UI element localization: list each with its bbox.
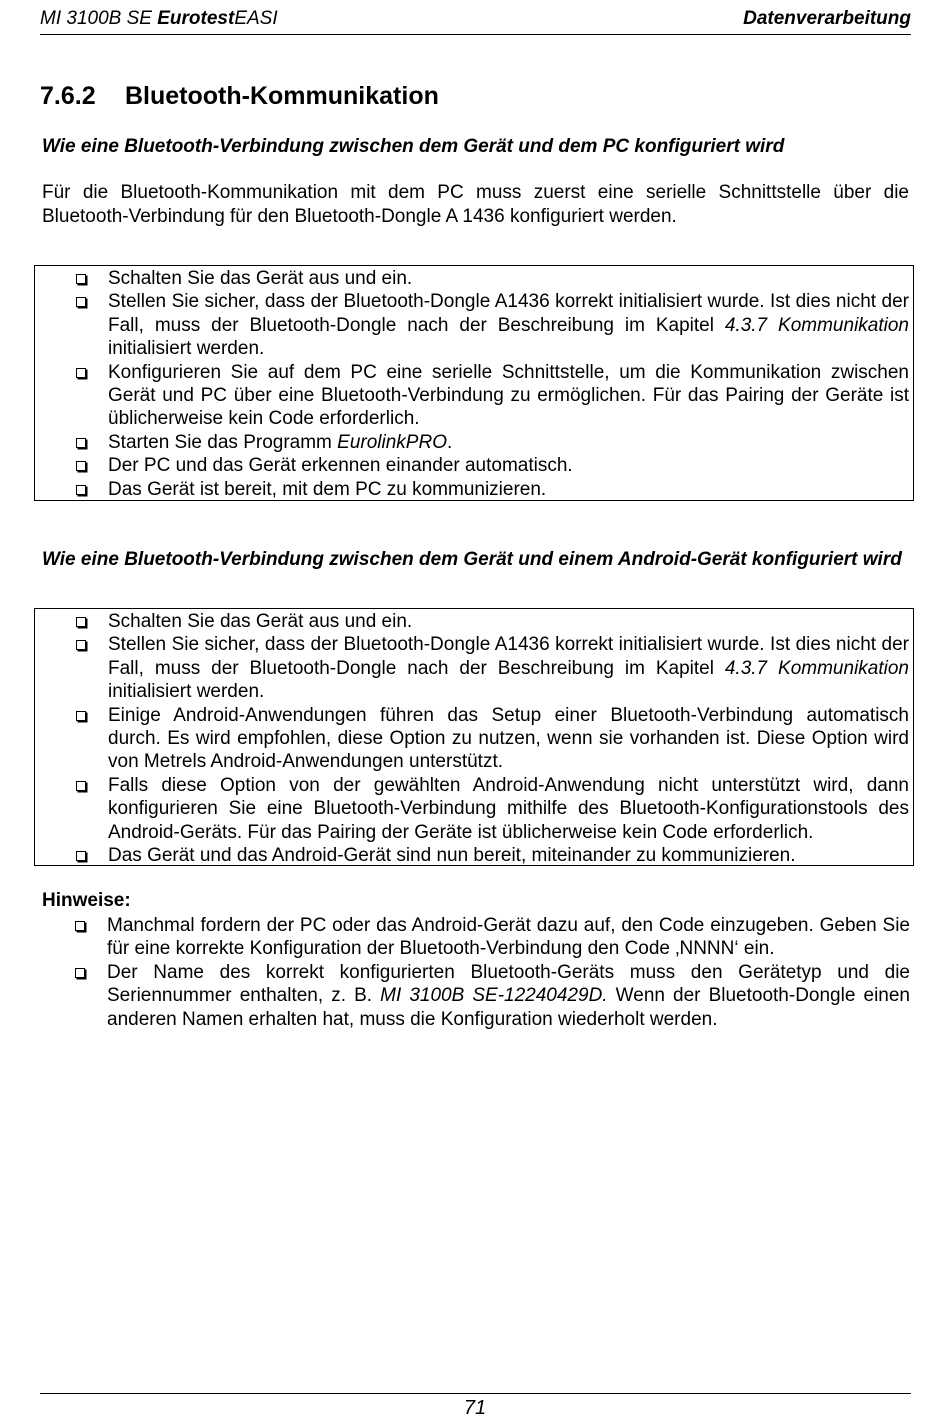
pc-config-intro: Für die Bluetooth-Kommunikation mit dem PC muss zuerst eine serielle Schnittstelle über die Bluetooth-Verbindung für den Bluetooth-Dongle A 1436 konfiguriert werden. xyxy=(42,182,909,227)
checkbox-bullet-icon xyxy=(76,297,86,307)
pc-config-heading: Wie eine Bluetooth-Verbindung zwischen dem Gerät und dem PC konfiguriert wird xyxy=(42,136,785,157)
step-text: Schalten Sie das Gerät aus und ein. xyxy=(108,611,413,632)
step-text: Stellen Sie sicher, dass der Bluetooth-Dongle A1436 korrekt initialisiert wurde. Ist dies nicht der Fall, muss der Bluetooth-Dongle nach der Beschreibung im Kapitel xyxy=(108,634,909,679)
android-steps-list xyxy=(35,610,913,867)
list-item xyxy=(35,454,913,477)
pc-steps-list xyxy=(35,267,913,501)
step-text: Das Gerät ist bereit, mit dem PC zu kommunizieren. xyxy=(108,478,547,500)
step-text: Falls diese Option von der gewählten Android-Anwendung nicht unterstützt wird, dann konfigurieren Sie eine Bluetooth-Verbindung mithilfe des Bluetooth-Konfigurationstools des Android-Geräts. Für das Pairing der Geräte ist üblicherweise kein Code erforderlich. xyxy=(108,774,909,843)
page-header xyxy=(40,8,911,35)
header-chapter-title: Datenverarbeitung xyxy=(743,8,911,29)
header-product-bold: Eurotest xyxy=(157,8,235,29)
list-item xyxy=(35,431,913,454)
pc-steps-box xyxy=(34,265,914,501)
checkbox-bullet-icon xyxy=(76,711,86,721)
checkbox-bullet-icon xyxy=(75,968,85,978)
checkbox-bullet-icon xyxy=(76,851,86,861)
notes-block xyxy=(34,914,914,1031)
header-product-name xyxy=(40,8,278,30)
checkbox-bullet-icon xyxy=(76,617,86,627)
list-item xyxy=(35,844,913,867)
step-text: Der PC und das Gerät erkennen einander automatisch. xyxy=(108,455,573,477)
list-item xyxy=(35,774,913,844)
step-text: Schalten Sie das Gerät aus und ein. xyxy=(108,268,413,289)
section-number: 7.6.2 xyxy=(40,82,96,110)
chapter-reference: 4.3.7 Kommunikation xyxy=(724,314,909,336)
list-item xyxy=(35,290,913,360)
list-item xyxy=(35,610,913,633)
step-text: Das Gerät und das Android-Gerät sind nun bereit, miteinander zu kommunizieren. xyxy=(108,845,796,867)
android-config-heading: Wie eine Bluetooth-Verbindung zwischen dem Gerät und einem Android-Gerät konfiguriert wird xyxy=(42,549,902,570)
checkbox-bullet-icon xyxy=(76,781,86,791)
step-text: Stellen Sie sicher, dass der Bluetooth-Dongle A1436 korrekt initialisiert wurde. Ist dies nicht der Fall, muss der Bluetooth-Dongle nach der Beschreibung im Kapitel xyxy=(108,291,909,336)
checkbox-bullet-icon xyxy=(76,485,86,495)
list-item xyxy=(34,914,914,961)
notes-list xyxy=(34,914,914,1031)
checkbox-bullet-icon xyxy=(76,438,86,448)
program-name: EurolinkPRO xyxy=(337,431,447,453)
page-number: 71 xyxy=(463,1397,487,1419)
checkbox-bullet-icon xyxy=(76,640,86,650)
checkbox-bullet-icon xyxy=(75,921,85,931)
android-steps-box xyxy=(34,608,914,866)
checkbox-bullet-icon xyxy=(76,368,86,378)
chapter-reference: 4.3.7 Kommunikation xyxy=(724,657,909,679)
checkbox-bullet-icon xyxy=(76,274,86,284)
step-text: initialisiert werden. xyxy=(108,338,265,360)
list-item xyxy=(35,361,913,431)
header-product-suffix: EASI xyxy=(234,8,278,29)
note-text: Der Name des korrekt konfigurierten Bluetooth-Geräts muss den Gerätetyp und die Seriennummer enthalten, z. B. xyxy=(107,961,910,1007)
footer-rule xyxy=(40,1393,911,1394)
section-title-text: Bluetooth-Kommunikation xyxy=(125,82,439,110)
checkbox-bullet-icon xyxy=(76,461,86,471)
note-text: Wenn der Bluetooth-Dongle einen anderen Namen erhalten hat, muss die Konfiguration wiederholt werden. xyxy=(107,985,910,1030)
step-text: Einige Android-Anwendungen führen das Setup einer Bluetooth-Verbindung automatisch durch. Es wird empfohlen, diese Option zu nutzen, wenn sie vorhanden ist. Diese Option wird von Metrels Android-Anwendungen unterstützt. xyxy=(108,704,909,773)
list-item xyxy=(35,267,913,290)
list-item xyxy=(35,704,913,774)
step-text: initialisiert werden. xyxy=(108,681,265,703)
step-text: Konfigurieren Sie auf dem PC eine serielle Schnittstelle, um die Kommunikation zwischen Gerät und PC über eine Bluetooth-Verbindung zu ermöglichen. Für das Pairing der Geräte ist üblicherweise kein Code erforderlich. xyxy=(108,361,909,430)
list-item xyxy=(35,478,913,501)
header-product-prefix: MI 3100B SE xyxy=(40,8,158,29)
section-title xyxy=(40,82,439,111)
step-text: Starten Sie das Programm xyxy=(108,431,338,453)
list-item xyxy=(34,961,914,1031)
notes-title: Hinweise: xyxy=(42,890,131,911)
device-name-example: MI 3100B SE-12240429D. xyxy=(380,985,608,1007)
note-text: Manchmal fordern der PC oder das Android-Gerät dazu auf, den Code einzugeben. Geben Sie für eine korrekte Konfiguration der Bluetooth-Verbindung den Code ‚NNNN‘ ein. xyxy=(107,915,910,960)
step-text: . xyxy=(446,431,453,453)
list-item xyxy=(35,633,913,703)
